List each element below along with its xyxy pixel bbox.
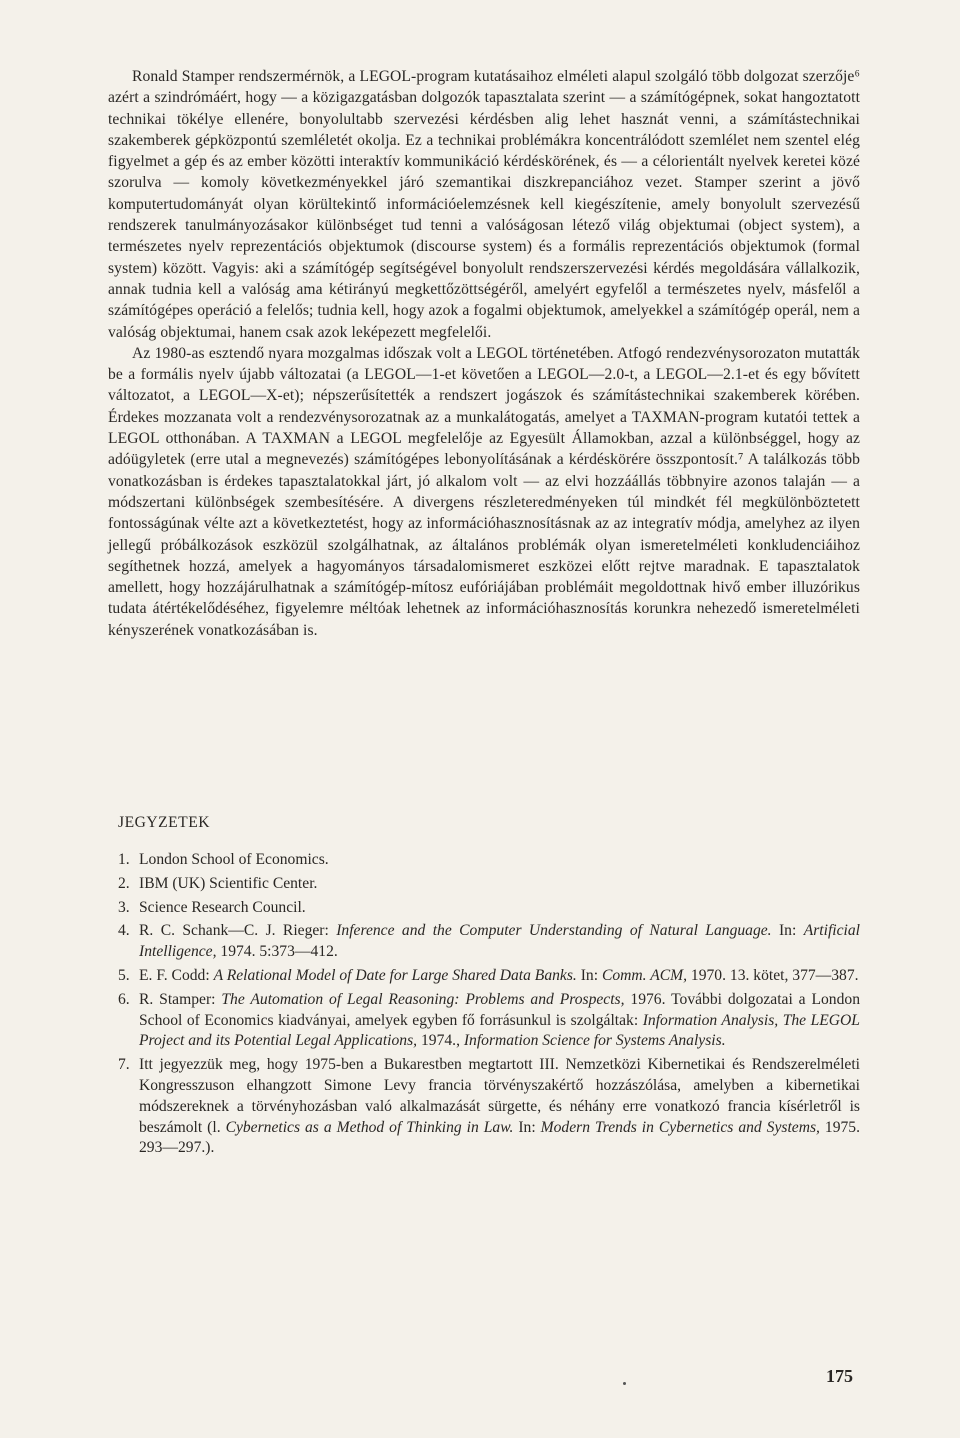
note-item [118, 1055, 860, 1159]
note-text: In: [771, 922, 804, 940]
note-title-italic: Cybernetics as a Method of Thinking in Law. [225, 1118, 514, 1136]
note-text: 1975. 293—297.). [139, 1118, 860, 1157]
note-title-italic: The Automation of Legal Reasoning: Problems and Prospects, [221, 990, 625, 1008]
page-number: 175 [826, 1366, 853, 1386]
note-number: 3. [118, 898, 130, 916]
main-text [108, 66, 860, 641]
note-number: 2. [118, 874, 130, 892]
note-text: 1974., [417, 1032, 464, 1050]
note-number: 7. [118, 1056, 130, 1074]
note-number: 1. [118, 851, 130, 868]
note-title-italic: Information Science for Systems Analysis. [463, 1032, 726, 1050]
note-item [118, 850, 860, 871]
note-text: E. F. Codd: [139, 966, 214, 984]
note-title-italic: Artificial Intelligence, [139, 922, 860, 961]
note-title-italic: Modern Trends in Cybernetics and Systems, [540, 1118, 820, 1136]
note-item [118, 966, 860, 987]
note-number: 4. [118, 922, 130, 940]
print-speck [623, 1382, 626, 1385]
note-title-italic: Information Analysis, The LEGOL Project and its Potential Legal Applications, [139, 1011, 860, 1050]
note-text: 1970. 13. kötet, 377—387. [687, 966, 859, 984]
notes-heading: JEGYZETEK [118, 814, 210, 831]
note-item [118, 990, 860, 1052]
notes-list [118, 850, 860, 1162]
note-text: Itt jegyezzük meg, hogy 1975-ben a Bukarestben megtartott III. Nemzetközi Kibernetikai és Rendszerelméleti Kongresszuson elhangzott Simone Levy francia törvényszakértő hozzászólása, amelyben a kibernetikai módszereknek a törvényhozásban való alkalmazását sürgette, és néhány erre vonatkozó francia kísérletről is beszámolt (l. [139, 1056, 860, 1136]
note-item [118, 874, 860, 895]
note-item [118, 898, 860, 919]
note-text: 1974. 5:373—412. [216, 943, 338, 961]
note-text: 1976. További dolgozatai a London School of Economics kiadványai, amelyek egyben fő forrásunkul is szolgáltak: [139, 990, 860, 1029]
note-number: 5. [118, 966, 130, 984]
note-text: London School of Economics. [139, 851, 329, 868]
note-text: In: [576, 966, 602, 984]
note-title-italic: Comm. ACM, [601, 966, 688, 984]
note-title-italic: Inference and the Computer Understanding of Natural Language. [336, 922, 772, 940]
paragraph-2: Az 1980-as esztendő nyara mozgalmas időszak volt a LEGOL történetében. Atfogó rendezvénysorozaton mutatták be a formális nyelv újabb változatai (a LEGOL—1-et követően a LEGOL—2.0-t, a LEGOL—2.1-et és egy bővített változatot, a LEGOL—X-et); népszerűsítették a rendszert jogászok és számítástechnikai szakemberek körében. Érdekes mozzanata volt a rendezvénysorozatnak az a munkalátogatás, amelyet a TAXMAN-program kutatói tettek a LEGOL otthonában. A TAXMAN a LEGOL megfelelője az Egyesült Államokban, azzal a különbséggel, hogy az adóügyletek (erre utal a megnevezés) számítógépes lebonyolításának a kérdéskörére összpontosít.⁷ A találkozás több vonatkozásban is érdekes tapasztalatokkal járt, jó alkalom volt — az elvi hozzáállás többnyire azonos talaján — a módszertani különbségek szembesítésére. A divergens részleteredményeken túl mindkét fél megkülönböztetett fontosságúnak vélte azt a következtetést, hogy az információhasznosításnak az az integratív módja, amelyhez az ilyen jellegű próbálkozások eszközül szolgálhatnak, az általános problémák olyan ismeretelméleti konkludenciáihoz segíthetnek hozzá, amelyek a hagyományos társadalomismeret eszközei előtt rejtve maradnak. E tapasztalatok amellett, hogy hozzájárulhatnak a számítógép-mítosz eufóriájában problémáit megoldottnak hivő ember illuzórikus tudata átértékelődéséhez, figyelemre méltóak lehetnek az információhasznosítás korunkra nehezedő ismeretelméleti kényszerének vonatkozásában is. [108, 344, 860, 639]
note-text: Science Research Council. [139, 898, 306, 916]
paragraph-1: Ronald Stamper rendszermérnök, a LEGOL-program kutatásaihoz elméleti alapul szolgáló több dolgozat szerzője⁶ azért a szindrómáért, hogy — a közigazgatásban dolgozók tapasztalata szerint — a számítógépnek, sokat hangoztatott technikai tökélye ellenére, bonyolultabb szervezési kérdésben alig lehet hasznát venni, a számítástechnikai szakemberek gépközpontú szemléletét okolja. Ez a technikai problémákra koncentrálódott szemlélet nem szentel elég figyelmet a gép és az ember közötti interaktív kommunikáció kérdéskörének, és — a célorientált nyelvek keretei közé szorulva — komoly következményekkel járó szemantikai diszkrepanciához vezet. Stamper szerint a jövő komputertudományát olyan körültekintő információelemzésnek kell kiegészítenie, amely bonyolult szervezésű rendszerek tanulmányozásakor különbséget tud tenni a valóságosan létező világ objektumai (object system), a természetes nyelv reprezentációs objektumok (discourse system) és a formális reprezentációs objektumok (formal system) között. Vagyis: aki a számítógép segítségével bonyolult rendszerszervezési kérdés megoldására vállalkozik, annak tudnia kell a valóság ama kétirányú megkettőzöttségéről, amelyért egyfelől a természetes nyelv, másfelől a számítógépes operáció a felelős; tudnia kell, hogy azok a fogalmi objektumok, amelyekkel a számítógép operál, nem a valóság objektumai, hanem csak azok leképezett megfelelői. [108, 68, 860, 341]
note-title-italic: A Relational Model of Date for Large Shared Data Banks. [213, 966, 577, 984]
note-text: In: [513, 1118, 541, 1136]
note-text: R. C. Schank—C. J. Rieger: [139, 922, 337, 940]
note-text: IBM (UK) Scientific Center. [139, 874, 318, 892]
note-item [118, 921, 860, 963]
note-text: R. Stamper: [139, 990, 222, 1008]
note-number: 6. [118, 990, 130, 1008]
